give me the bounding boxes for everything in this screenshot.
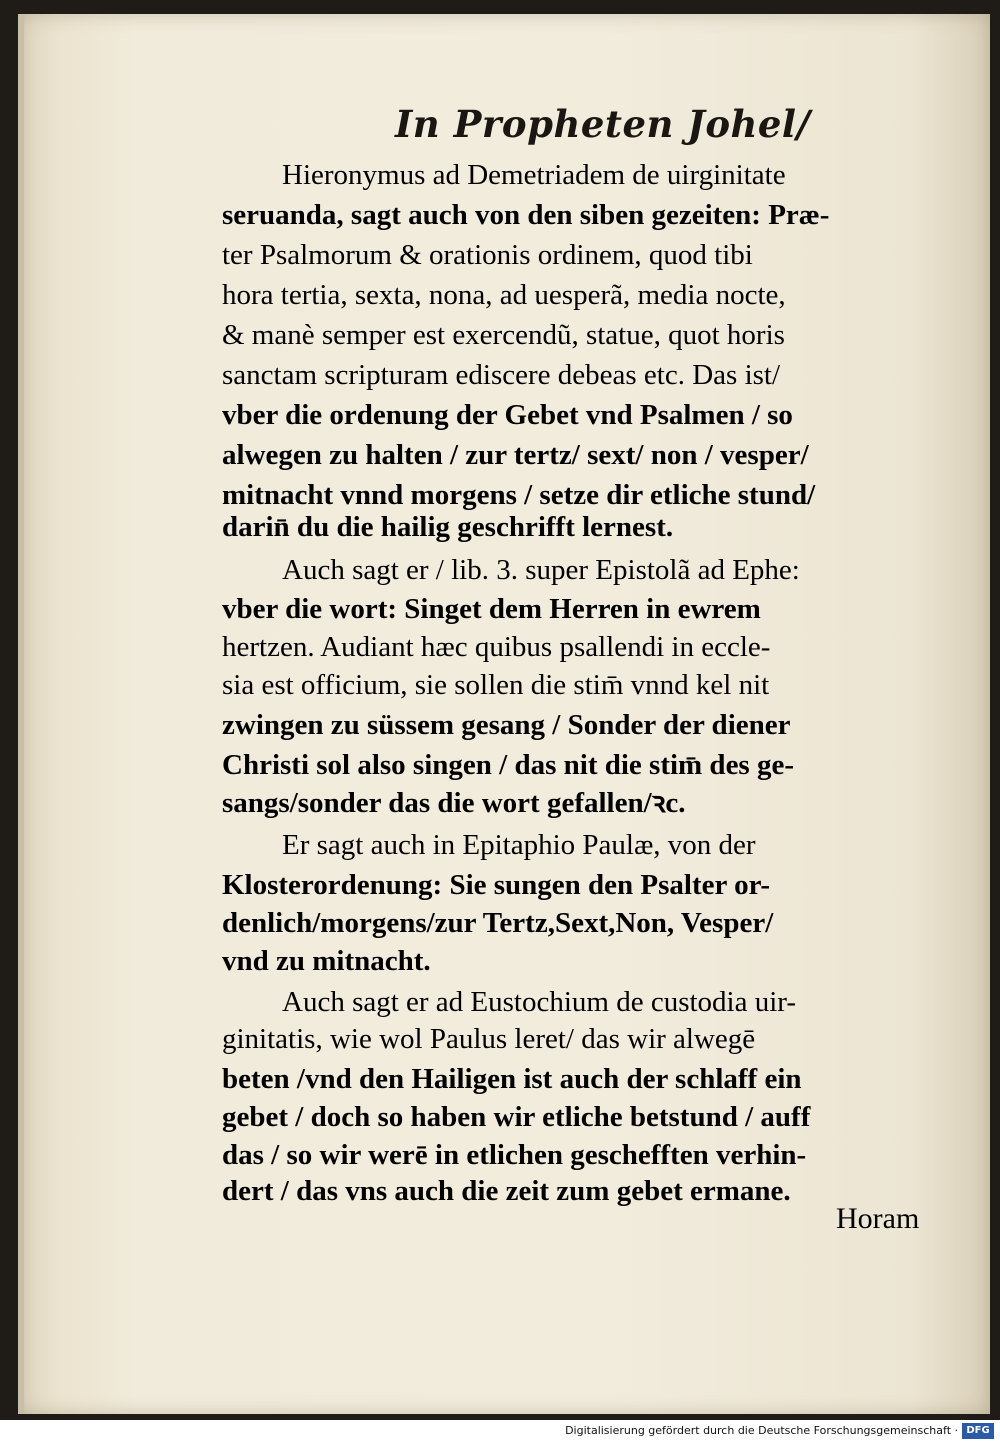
text-line: Christi sol also singen / das nit die stim̄ des ge- <box>222 749 794 781</box>
text-line: das / so wir werē in etlichen geschefften verhin- <box>222 1139 807 1171</box>
text-line: ter Psalmorum & orationis ordinem, quod tibi <box>222 239 753 271</box>
text-line: darin̄ du die hailig geschrifft lernest. <box>222 511 674 543</box>
text-line: vber die wort: Singet dem Herren in ewrem <box>222 593 761 625</box>
text-line: dert / das vns auch die zeit zum gebet ermane. <box>222 1175 791 1207</box>
text-line: sangs/sonder das die wort gefallen/ꝛc. <box>222 787 686 819</box>
text-line: beten /vnd den Hailigen ist auch der schlaff ein <box>222 1063 802 1095</box>
dfg-logo: DFG <box>962 1423 994 1439</box>
text-line: Er sagt auch in Epitaphio Paulæ, von der <box>282 829 756 861</box>
text-line: vber die ordenung der Gebet vnd Psalmen / so <box>222 399 793 431</box>
text-line: & manè semper est exercendũ, statue, quot horis <box>222 319 785 351</box>
text-line: vnd zu mitnacht. <box>222 945 431 977</box>
text-line: Auch sagt er / lib. 3. super Epistolã ad Ephe: <box>282 554 800 586</box>
footer-credit: Digitalisierung gefördert durch die Deutsche Forschungsgemeinschaft · <box>565 1424 958 1437</box>
text-line: gebet / doch so haben wir etliche betstund / auff <box>222 1101 811 1133</box>
text-line: Hieronymus ad Demetriadem de uirginitate <box>282 159 786 191</box>
text-line: denlich/morgens/zur Tertz,Sext,Non, Vesper/ <box>222 907 774 939</box>
text-line: seruanda, sagt auch von den siben gezeiten: Præ- <box>222 199 830 231</box>
footer-bar <box>0 1420 1000 1444</box>
text-line: sanctam scripturam ediscere debeas etc. Das ist/ <box>222 359 781 391</box>
text-line: Auch sagt er ad Eustochium de custodia uir- <box>282 986 797 1018</box>
text-line: Klosterordenung: Sie sungen den Psalter or- <box>222 869 771 901</box>
catchword: Horam <box>836 1202 920 1235</box>
text-line: hora tertia, sexta, nona, ad uesperã, media nocte, <box>222 279 786 311</box>
text-line: ginitatis, wie wol Paulus leret/ das wir alwegē <box>222 1023 756 1055</box>
text-line: alwegen zu halten / zur tertz/ sext/ non / vesper/ <box>222 439 809 471</box>
running-head: In Propheten Johel/ <box>395 102 811 146</box>
text-line: mitnacht vnnd morgens / setze dir etliche stund/ <box>222 479 816 511</box>
text-line: hertzen. Audiant hæc quibus psallendi in eccle- <box>222 631 771 663</box>
text-line: sia est officium, sie sollen die stim̄ vnnd kel nit <box>222 669 770 701</box>
text-line: zwingen zu süssem gesang / Sonder der diener <box>222 709 791 741</box>
page-gutter <box>18 14 24 1414</box>
